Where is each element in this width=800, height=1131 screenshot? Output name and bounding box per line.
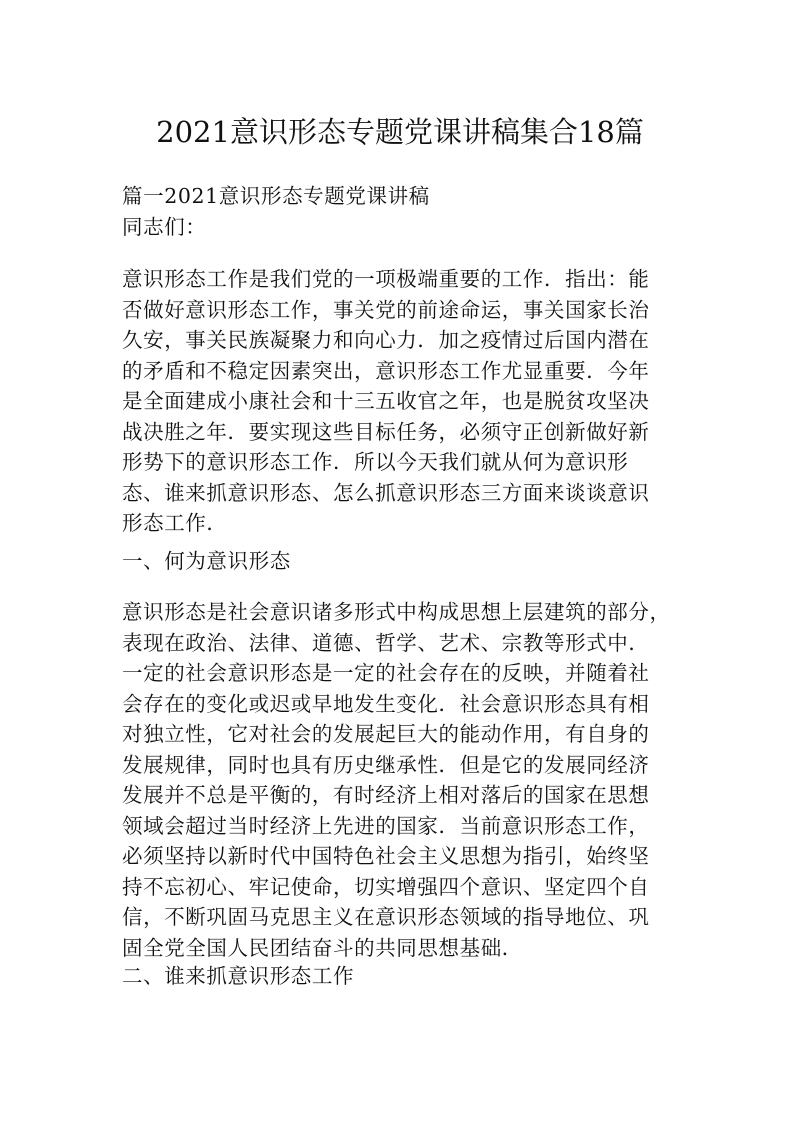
section-heading: 一、何为意识形态	[122, 549, 291, 573]
paragraph-line: 战决胜之年．要实现这些目标任务，必须守正创新做好新	[122, 419, 650, 444]
paragraph-line: 信，不断巩固马克思主义在意识形态领域的指导地位、巩	[122, 905, 650, 929]
paragraph-line: 持不忘初心、牢记使命，切实增强四个意识、坚定四个自	[122, 874, 650, 899]
paragraph-line: 表现在政治、法律、道德、哲学、艺术、宗教等形式中．	[122, 630, 650, 655]
paragraph-line: 对独立性，它对社会的发展起巨大的能动作用，有自身的	[122, 722, 650, 746]
section-heading: 二、谁来抓意识形态工作	[122, 964, 355, 988]
paragraph-line: 否做好意识形态工作，事关党的前途命运，事关国家长治	[122, 297, 650, 322]
subtitle: 篇一2021意识形态专题党课讲稿	[122, 184, 430, 208]
section-1-heading-block	[122, 546, 682, 577]
paragraph-line: 是全面建成小康社会和十三五收官之年，也是脱贫攻坚决	[122, 389, 650, 413]
document-title: 2021意识形态专题党课讲稿集合18篇	[156, 115, 644, 149]
paragraph-line: 久安，事关民族凝聚力和向心力．加之疫情过后国内潜在	[122, 328, 650, 352]
paragraph-line: 的矛盾和不稳定因素突出，意识形态工作尤显重要．今年	[122, 358, 650, 383]
paragraph-line: 发展并不总是平衡的，有时经济上相对落后的国家在思想	[122, 783, 650, 807]
intro-paragraph	[122, 264, 682, 539]
paragraph-line: 形势下的意识形态工作．所以今天我们就从何为意识形	[122, 450, 629, 474]
paragraph-line: 发展规律，同时也具有历史继承性．但是它的发展同经济	[122, 752, 650, 777]
paragraph-line: 意识形态工作是我们党的一项极端重要的工作．指出：能	[122, 267, 650, 291]
paragraph-line: 固全党全国人民团结奋斗的共同思想基础．	[122, 935, 523, 960]
section-1-paragraph	[122, 597, 682, 963]
paragraph-line: 领域会超过当时经济上先进的国家．当前意识形态工作，	[122, 813, 650, 838]
paragraph-line: 必须坚持以新时代中国特色社会主义思想为指引，始终坚	[122, 844, 650, 868]
section-2-heading-block	[122, 961, 682, 992]
paragraph-line: 意识形态是社会意识诸多形式中构成思想上层建筑的部分，	[122, 600, 671, 624]
paragraph-line: 一定的社会意识形态是一定的社会存在的反映，并随着社	[122, 661, 650, 685]
paragraph-line: 态、谁来抓意识形态、怎么抓意识形态三方面来谈谈意识	[122, 480, 650, 505]
document-header	[122, 181, 682, 242]
salutation: 同志们：	[122, 214, 207, 239]
paragraph-line: 形态工作．	[122, 511, 228, 535]
paragraph-line: 会存在的变化或迟或早地发生变化．社会意识形态具有相	[122, 691, 650, 716]
